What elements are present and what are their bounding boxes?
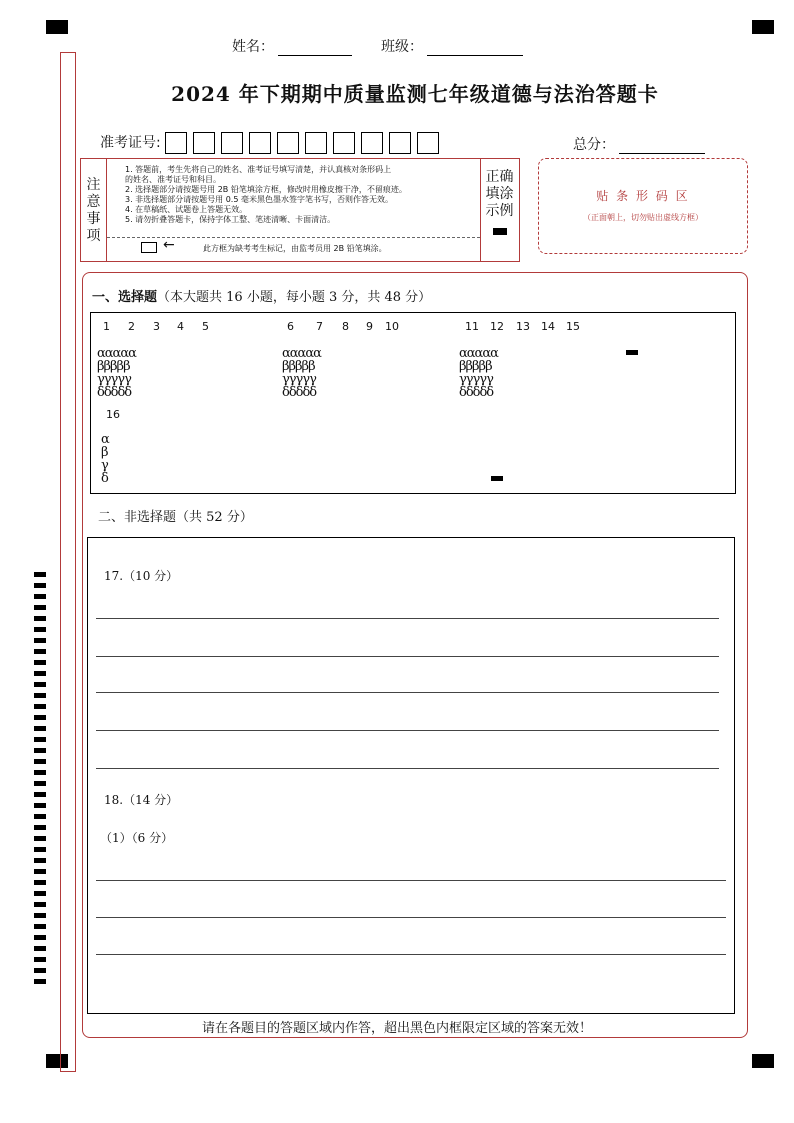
binding-strip [60, 52, 76, 1072]
question-number-16: 16 [106, 408, 120, 421]
question-number: 14 [541, 320, 555, 333]
barcode-area [538, 158, 748, 254]
total-score-field[interactable] [573, 134, 705, 154]
option-bubbles-q16[interactable]: α β γ δ [101, 432, 109, 486]
section1-desc: （本大题共 16 小题，每小题 3 分，共 48 分） [157, 290, 432, 305]
answer-line[interactable] [96, 656, 719, 657]
filled-example-mark [493, 228, 507, 235]
page-title: 2024 年下期期中质量监测七年级道德与法治答题卡 [171, 82, 659, 106]
question-number: 6 [287, 320, 294, 333]
name-field[interactable] [232, 36, 352, 56]
exam-number-label: 准考证号: [100, 135, 161, 151]
timing-marks [34, 572, 46, 990]
section2-title: 二、非选择题 [98, 510, 177, 525]
barcode-title: 贴 条 形 码 区 [596, 189, 690, 203]
answer-line[interactable] [96, 954, 726, 955]
arrow-left-icon: ← [163, 237, 175, 253]
question-number: 8 [342, 320, 349, 333]
total-score-label: 总分： [573, 137, 615, 153]
choice-box [90, 312, 736, 494]
footer-warning: 请在各题目的答题区域内作答，超出黑色内框限定区域的答案无效！ [201, 1021, 592, 1036]
question-number: 2 [128, 320, 135, 333]
question-18-1-label: （1）（6 分） [100, 831, 174, 845]
name-label: 姓名： [232, 39, 274, 55]
section2-desc: （共 52 分） [176, 510, 253, 525]
question-number: 11 [465, 320, 479, 333]
question-number: 9 [366, 320, 373, 333]
class-label: 班级： [381, 39, 423, 55]
notice-text: 1. 答题前，考生先将自己的姓名、准考证号填写清楚，并认真核对条形码上 的姓名、准考证号和科目。 2. 选择题部分请按题号用 2B 铅笔填涂方框，修改时用橡皮擦干净，不留痕迹。 3. 非选择题部分请按题号用 0.5 毫米黑色墨水签字笔书写，否则作答无效。 4. 在草稿纸、试题卷上答题无效。 5. 请勿折叠答题卡，保持字体工整、笔迹清晰、卡面清洁。 [125, 165, 407, 224]
answer-line[interactable] [96, 768, 719, 769]
notice-title: 注 意 事 项 [81, 159, 107, 261]
section1-heading [92, 286, 431, 305]
answer-line[interactable] [96, 618, 719, 619]
question-number: 10 [385, 320, 399, 333]
non-choice-box [87, 537, 735, 1014]
section2-heading [98, 506, 253, 525]
question-number: 13 [516, 320, 530, 333]
question-number: 1 [103, 320, 110, 333]
question-number: 3 [153, 320, 160, 333]
question-17-label: 17.（10 分） [104, 569, 179, 583]
exam-number-row [100, 132, 445, 154]
absent-row [107, 237, 480, 262]
option-bubbles-group-1[interactable]: ααααα βββββ γγγγγ δδδδδ [97, 346, 136, 400]
notice-box [80, 158, 520, 262]
answer-line[interactable] [96, 880, 726, 881]
absent-text: 此方框为缺考考生标记，由监考员用 2B 铅笔填涂。 [203, 244, 387, 253]
anchor-mark [626, 350, 638, 355]
question-18-label: 18.（14 分） [104, 793, 179, 807]
question-number: 15 [566, 320, 580, 333]
registration-mark-bottom-right [752, 1054, 774, 1068]
class-field[interactable] [381, 36, 523, 56]
option-bubbles-group-2[interactable]: ααααα βββββ γγγγγ δδδδδ [282, 346, 321, 400]
absent-checkbox[interactable] [141, 242, 157, 253]
registration-mark-top-right [752, 20, 774, 34]
section1-title: 一、选择题 [92, 290, 158, 305]
option-bubbles-group-3[interactable]: ααααα βββββ γγγγγ δδδδδ [459, 346, 498, 400]
question-number: 4 [177, 320, 184, 333]
answer-line[interactable] [96, 917, 726, 918]
answer-line[interactable] [96, 692, 719, 693]
fill-example: 正确 填涂 示例 [480, 159, 518, 261]
question-number: 7 [316, 320, 323, 333]
question-number: 12 [490, 320, 504, 333]
anchor-mark [491, 476, 503, 481]
barcode-note: （正面朝上，切勿贴出虚线方框） [583, 213, 703, 222]
answer-line[interactable] [96, 730, 719, 731]
question-number: 5 [202, 320, 209, 333]
registration-mark-top-left [46, 20, 68, 34]
exam-number-boxes[interactable] [165, 135, 445, 151]
